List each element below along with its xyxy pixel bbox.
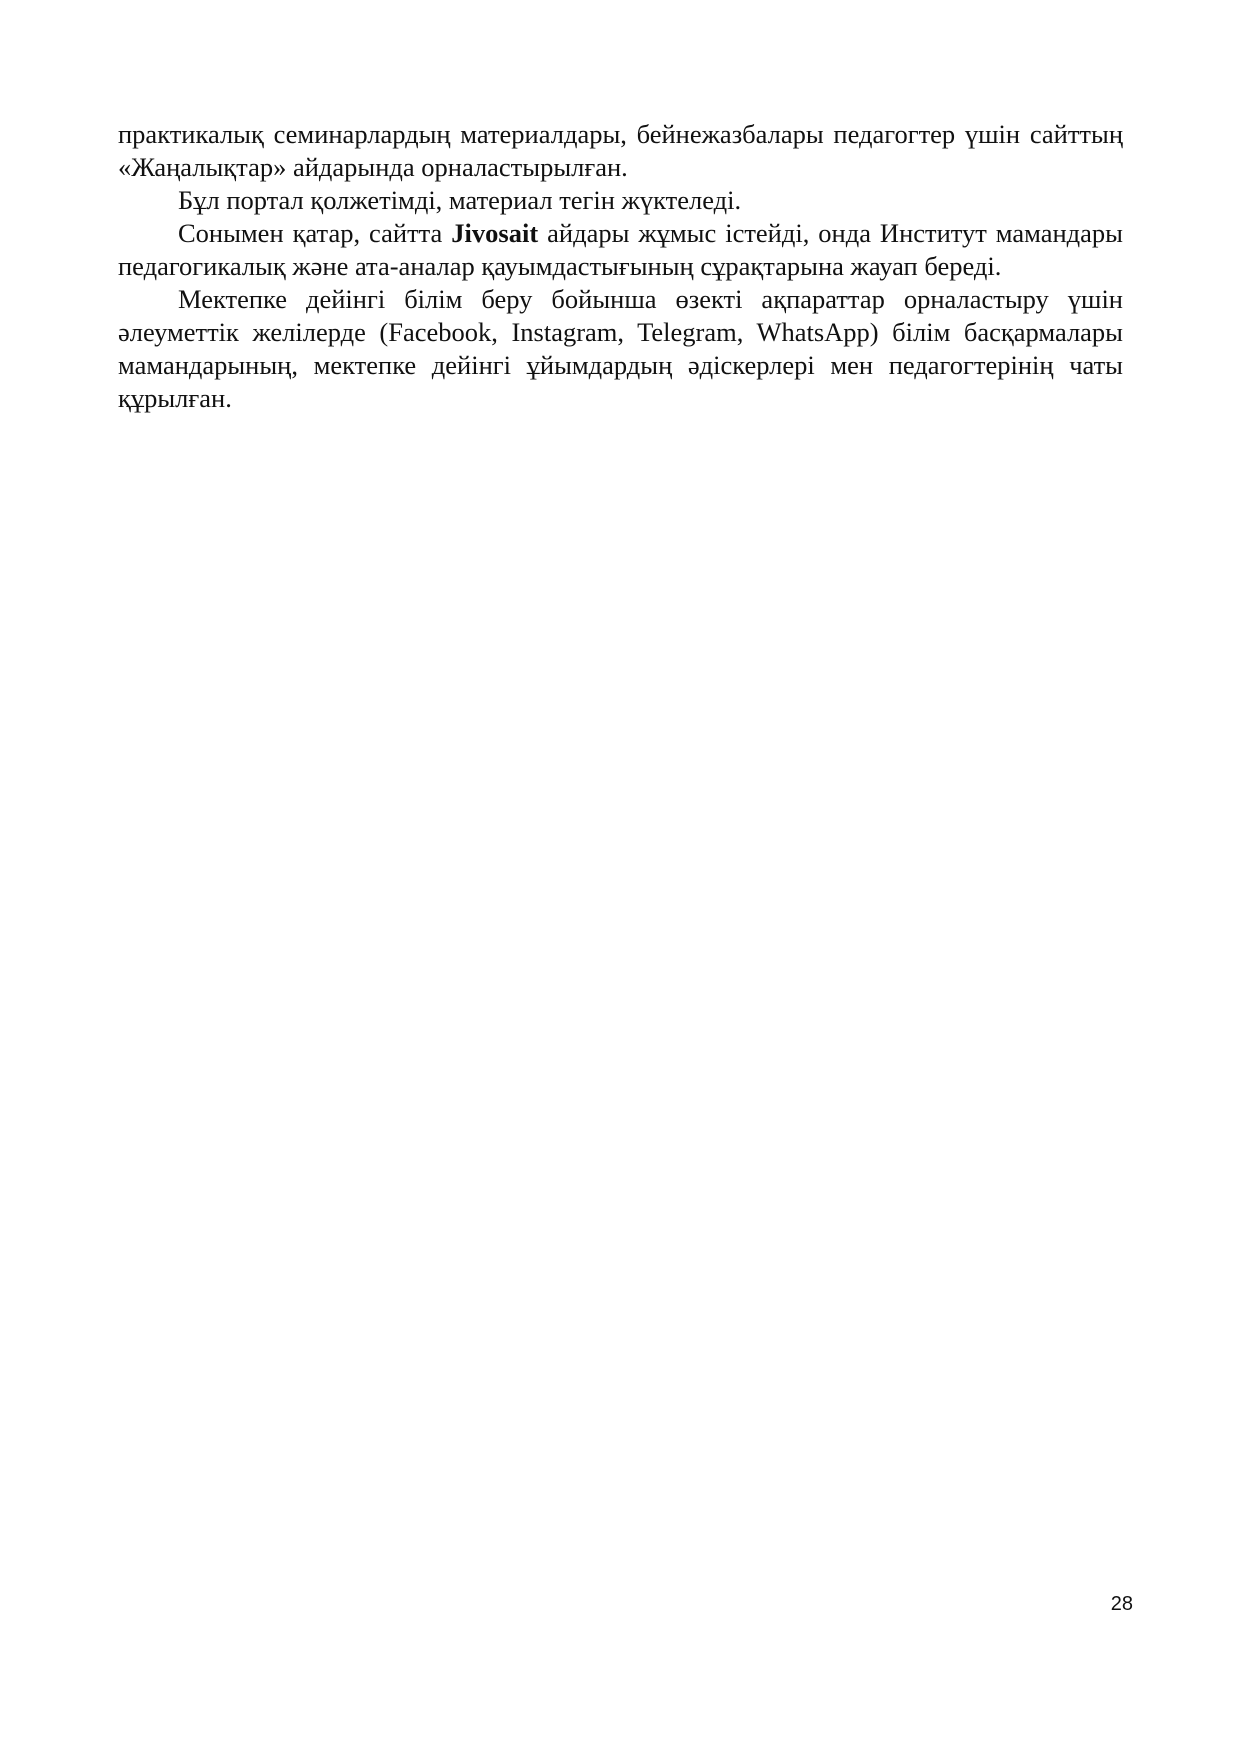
paragraph-2-text: Бұл портал қолжетімді, материал тегін жүктеледі. [178,185,742,215]
paragraph-2 [118,184,1123,217]
paragraph-3-text-before: Сонымен қатар, сайтта [178,218,452,248]
paragraph-4-text: Мектепке дейінгі білім беру бойынша өзекті ақпараттар орналастыру үшін әлеуметтік желілерде (Facebook, Instagram, Telegram, WhatsApp) білім басқармалары мамандарының, мектепке дейінгі ұйымдардың әдіскерлері мен педагогтерінің чаты құрылған. [118,284,1123,413]
paragraph-1 [118,118,1123,184]
paragraph-3 [118,217,1123,283]
paragraph-4 [118,283,1123,415]
page-number: 28 [1110,1593,1133,1615]
paragraph-1-text: практикалық семинарлардың материалдары, бейнежазбалары педагогтер үшін сайттың «Жаңалықтар» айдарында орналастырылған. [118,119,1123,182]
jivosait-bold-term: Jivosait [451,218,539,248]
paragraph-3-text-after: айдары жұмыс істейді, онда Институт мамандары педагогикалық және ата-аналар қауымдастығының сұрақтарына жауап береді. [118,218,1123,281]
body-text [118,118,1123,415]
